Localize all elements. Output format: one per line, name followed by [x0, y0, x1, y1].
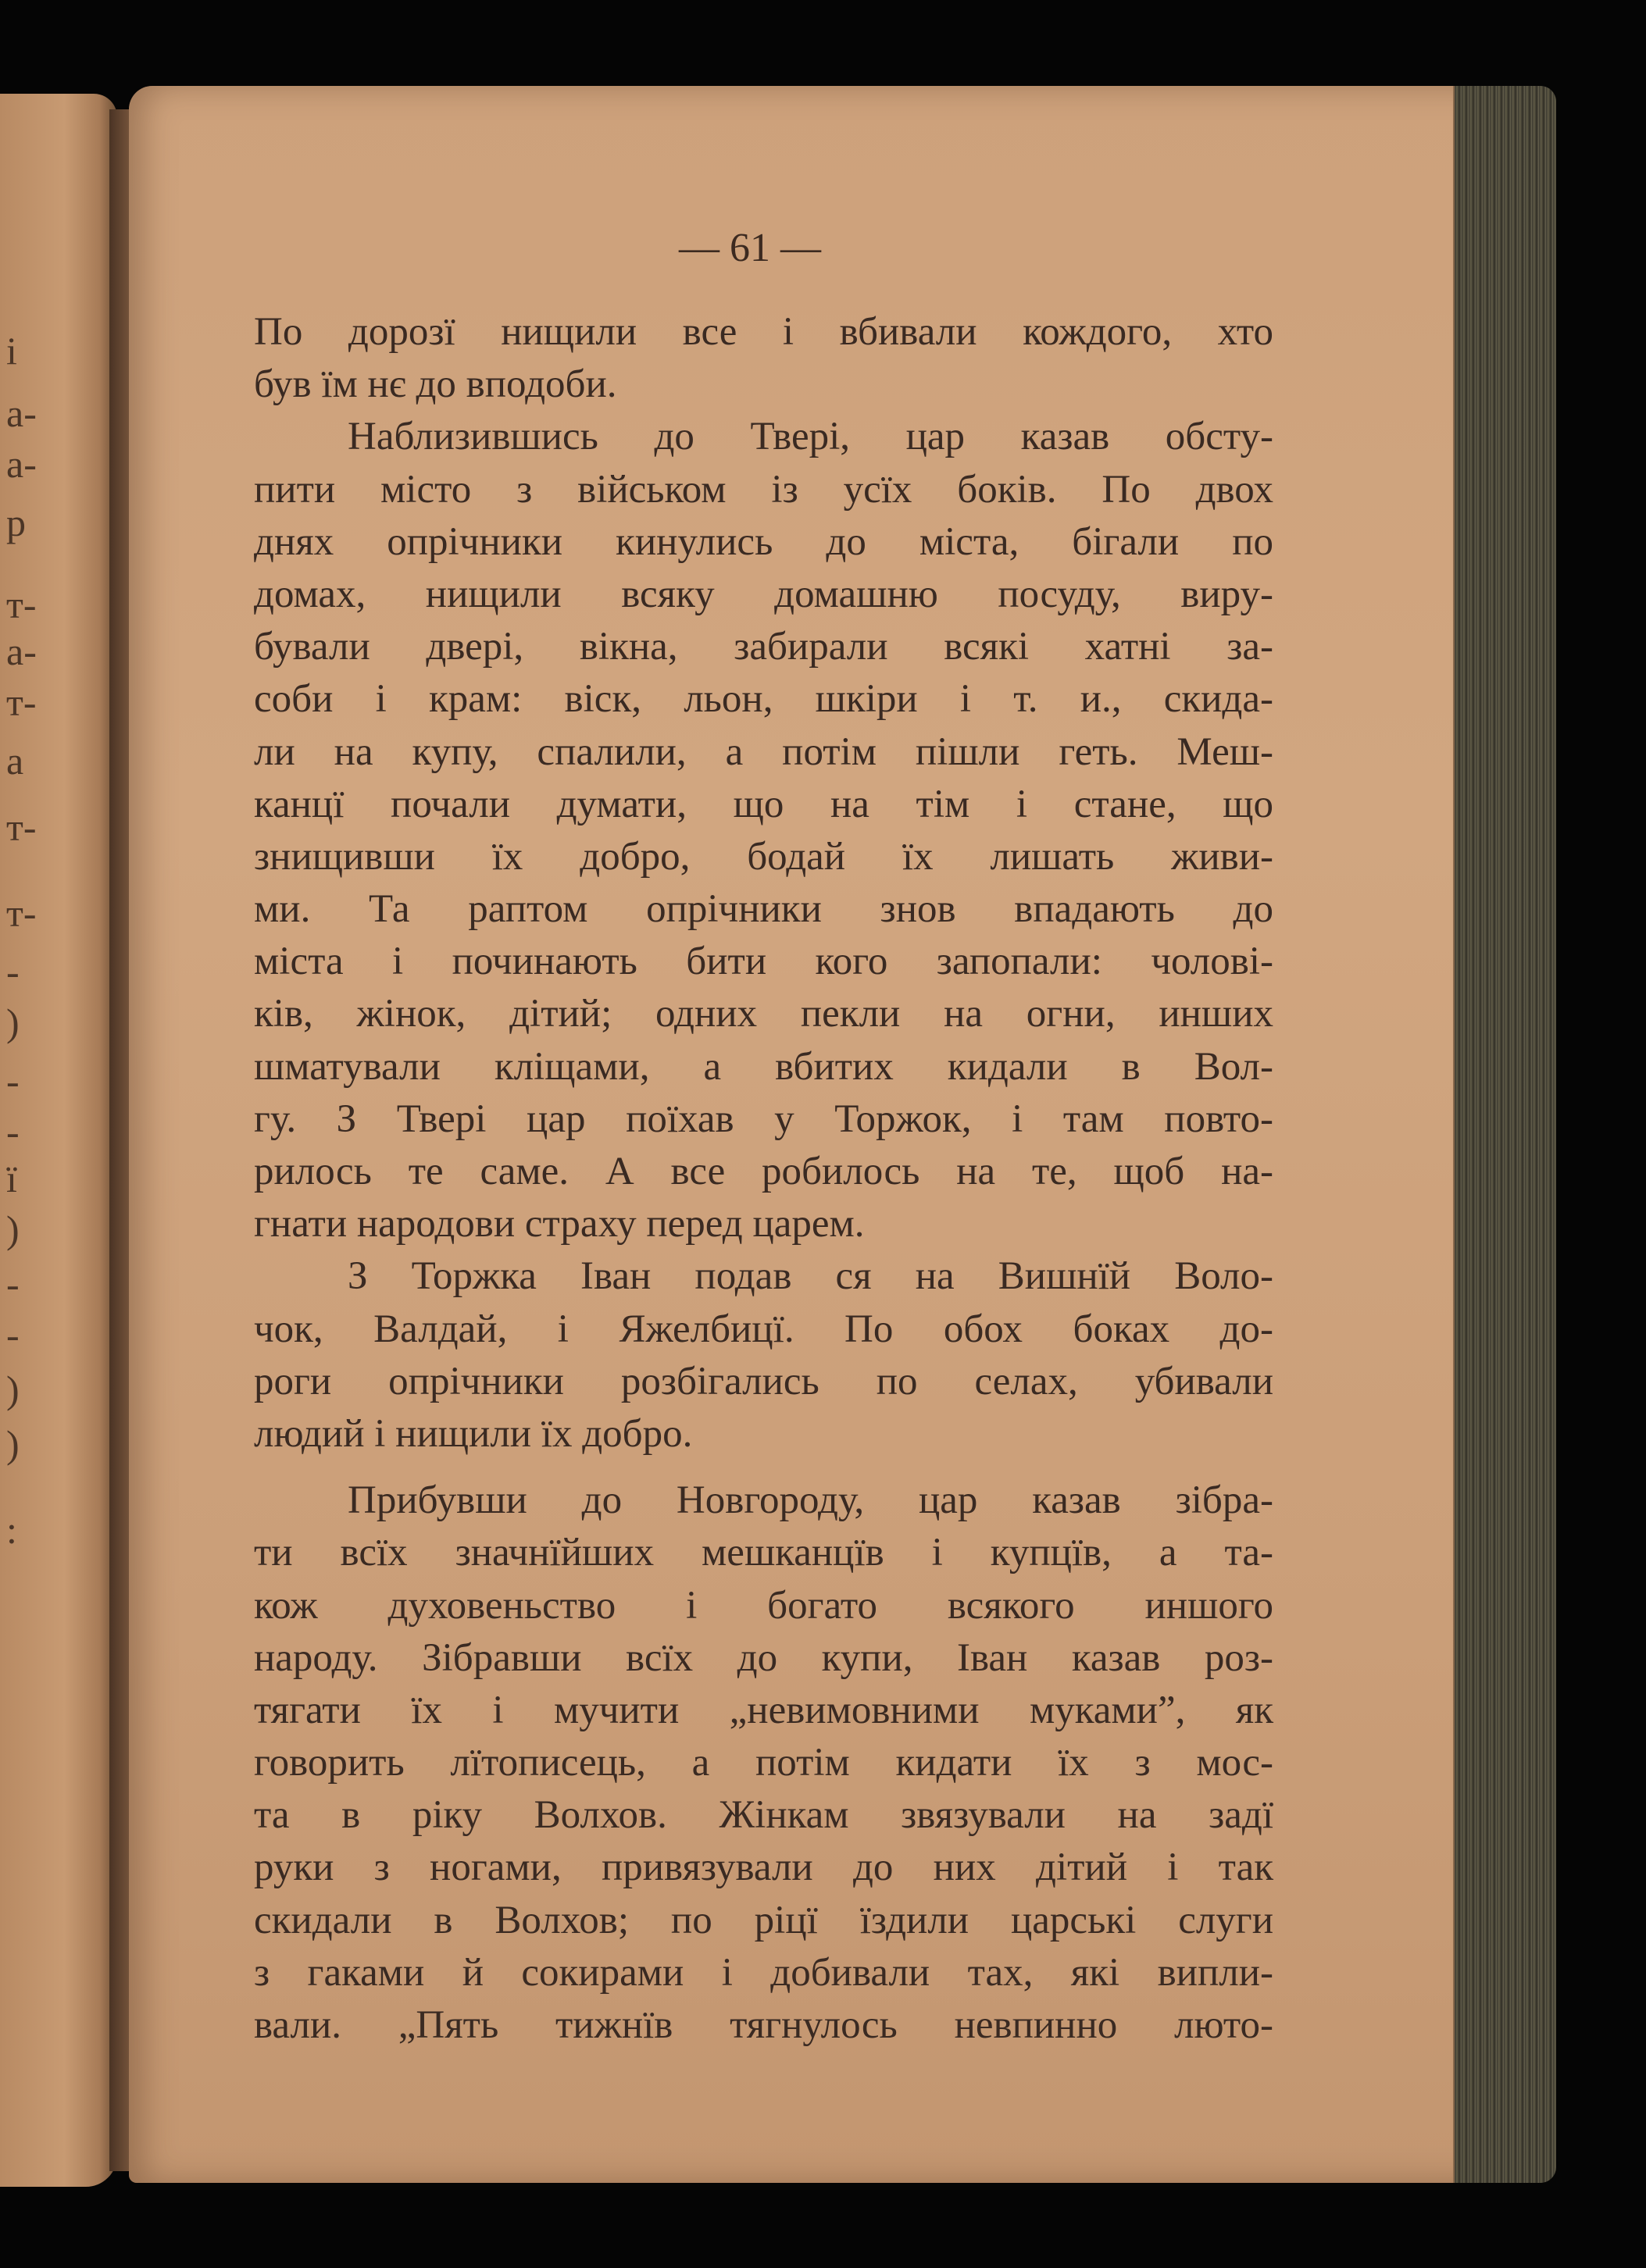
- text-line: ми. Та раптом опрічники знов впадають до: [254, 887, 1273, 932]
- text-line: домах, нищили всяку домашню посуду, виру-: [254, 572, 1273, 616]
- left-edge-letter: і: [6, 329, 17, 373]
- text-line: ли на купу, спалили, а потім пішли геть. Меш-: [254, 729, 1273, 774]
- left-edge-letter: -: [6, 950, 20, 993]
- left-edge-letter: т-: [6, 680, 37, 724]
- text-line: пити місто з військом із усїх боків. По двох: [254, 467, 1273, 512]
- text-line: руки з ногами, привязували до них дітий і так: [254, 1845, 1273, 1890]
- text-line: вали. „Пять тижнїв тягнулось невпинно люто-: [254, 2003, 1273, 2047]
- text-line: знищивши їх добро, бодай їх лишать живи-: [254, 834, 1273, 879]
- text-line: З Торжка Іван подав ся на Вишнїй Воло-: [348, 1254, 1273, 1299]
- left-edge-letter: ): [6, 1000, 20, 1044]
- left-page-letters: [0, 312, 39, 1640]
- text-line: соби і крам: віск, льон, шкіри і т. и., скида-: [254, 677, 1273, 722]
- left-edge-letter: т-: [6, 583, 37, 626]
- left-edge-letter: -: [6, 1110, 20, 1154]
- paragraph: [254, 1475, 1273, 2052]
- page-edges: [1455, 86, 1556, 2183]
- left-edge-letter: ): [6, 1422, 20, 1466]
- left-edge-letter: а: [6, 739, 24, 783]
- text-line: міста і починають бити кого запопали: чолові-: [254, 940, 1273, 984]
- text-line: тягати їх і мучити „невимовними муками”, як: [254, 1688, 1273, 1732]
- text-line: ків, жінок, дітий; одних пекли на огни, инших: [254, 992, 1273, 1036]
- text-line: гнати народови страху перед царем.: [254, 1202, 865, 1246]
- text-line: людий і нищили їх добро.: [254, 1411, 693, 1456]
- text-line: був їм нє до вподоби.: [254, 362, 617, 407]
- text-line: бували двері, вікна, забирали всякі хатні за-: [254, 625, 1273, 669]
- paragraph-gap: [254, 1460, 1273, 1475]
- text-line: з гаками й сокирами і добивали тах, які випли-: [254, 1950, 1273, 1995]
- body-text: [254, 306, 1273, 2052]
- left-edge-letter: ): [6, 1368, 20, 1411]
- left-edge-letter: а-: [6, 442, 37, 486]
- left-edge-letter: т-: [6, 805, 37, 849]
- text-line: канцї почали думати, що на тім і стане, що: [254, 782, 1273, 826]
- left-edge-letter: :: [6, 1508, 17, 1552]
- left-edge-letter: т-: [6, 891, 37, 935]
- text-line: По дорозї нищили все і вбивали кождого, хто: [254, 310, 1273, 354]
- text-line: Наблизившись до Твері, цар казав обсту-: [348, 415, 1273, 459]
- paragraph: [254, 411, 1273, 1250]
- left-edge-letter: -: [6, 1262, 20, 1306]
- left-edge-letter: -: [6, 1313, 20, 1357]
- page-number: — 61 —: [679, 226, 821, 270]
- left-edge-letter: -: [6, 1059, 20, 1103]
- text-line: днях опрічники кинулись до міста, бігали по: [254, 519, 1273, 564]
- text-line: шматували кліщами, а вбитих кидали в Вол-: [254, 1044, 1273, 1089]
- text-line: кож духовеньство і богато всякого иншого: [254, 1583, 1273, 1628]
- text-line: Прибувши до Новгороду, цар казав зібра-: [348, 1478, 1273, 1523]
- left-edge-letter: а-: [6, 391, 37, 435]
- left-edge-letter: ї: [6, 1157, 17, 1200]
- text-line: чок, Валдай, і Яжелбицї. По обох боках до-: [254, 1307, 1273, 1351]
- text-line: народу. Зібравши всїх до купи, Іван казав роз-: [254, 1635, 1273, 1680]
- text-line: гу. З Твері цар поїхав у Торжок, і там повто-: [254, 1097, 1273, 1141]
- paragraph: [254, 1250, 1273, 1460]
- text-line: роги опрічники розбігались по селах, убивали: [254, 1359, 1273, 1403]
- text-line: рилось те саме. А все робилось на те, щоб на-: [254, 1150, 1273, 1193]
- left-edge-letter: а-: [6, 629, 37, 673]
- left-edge-letter: ): [6, 1207, 20, 1251]
- text-line: та в ріку Волхов. Жінкам звязували на задї: [254, 1793, 1273, 1838]
- left-edge-letter: р: [6, 501, 26, 544]
- text-line: говорить лїтописець, а потім кидати їх з мос-: [254, 1741, 1273, 1785]
- text-line: ти всїх значнїйших мешканцїв і купцїв, а та-: [254, 1531, 1273, 1575]
- text-line: скидали в Волхов; по ріцї їздили царські слуги: [254, 1898, 1273, 1942]
- paragraph: [254, 306, 1273, 411]
